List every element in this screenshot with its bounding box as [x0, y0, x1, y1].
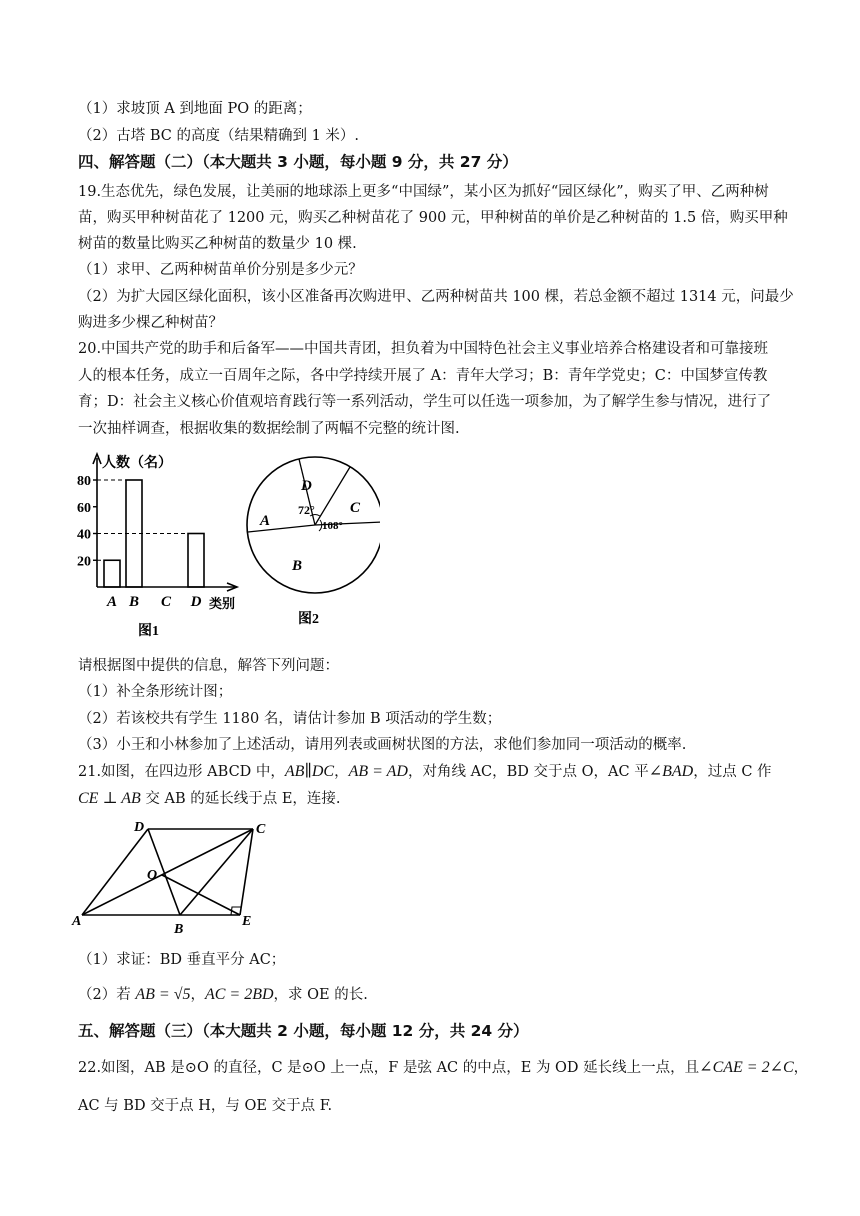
q20-part2: （2）若该校共有学生 1180 名，请估计参加 B 项活动的学生数； — [78, 711, 502, 727]
pie-divider-1 — [315, 467, 350, 525]
y-tick-20: 20 — [77, 554, 91, 570]
x-axis-title: 类别 — [209, 596, 236, 611]
q20-line4: 一次抽样调查，根据收集的数据绘制了两幅不完整的统计图. — [78, 421, 460, 437]
q21-line1: 21.如图，在四边形 ABCD 中，AB∥DC，AB = AD，对角线 AC，BD 交于点 O，AC 平∠BAD，过点 C 作 — [78, 763, 772, 780]
quadrilateral-figure — [70, 815, 270, 935]
q22-line1: 22.如图，AB 是⊙O 的直径，C 是⊙O 上一点，F 是弦 AC 的中点，E 为 OD 延长线上一点，且∠CAE = 2∠C， — [78, 1059, 809, 1076]
y-tick-60: 60 — [77, 500, 91, 516]
pie-angle-C: 108° — [322, 520, 343, 532]
q19-part2-line2: 购进多少棵乙种树苗？ — [78, 315, 223, 331]
point-label-D: D — [134, 820, 145, 835]
bar-chart-figure1 — [70, 450, 245, 640]
q22-line2: AC 与 BD 交于点 H，与 OE 交于点 F. — [78, 1098, 333, 1114]
q19-line2: 苗，购买甲种树苗花了 1200 元，购买乙种树苗花了 900 元，甲种树苗的单价是乙种树苗的 1.5 倍，购买甲种 — [78, 210, 788, 226]
math-ce-perp-ab: CE ⊥ AB — [78, 790, 141, 807]
point-label-B: B — [174, 922, 184, 935]
q18-part1: （1）求坡顶 A 到地面 PO 的距离； — [78, 101, 312, 117]
x-tick-C: C — [160, 594, 172, 610]
point-label-E: E — [242, 914, 252, 929]
math-ab-parallel-dc: AB∥DC — [284, 763, 335, 780]
figure2-caption: 图2 — [298, 612, 319, 627]
figure1-caption: 图1 — [138, 624, 159, 639]
x-tick-B: B — [128, 594, 140, 610]
math-angle-bad: ∠BAD — [648, 763, 694, 780]
q20-instructions: 请根据图中提供的信息，解答下列问题： — [78, 658, 339, 674]
section-4-heading: 四、解答题（二）（本大题共 3 小题，每小题 9 分，共 27 分） — [78, 153, 518, 171]
bar-D — [188, 534, 204, 588]
q18-part2: （2）古塔 BC 的高度（结果精确到 1 米）. — [78, 128, 360, 144]
point-label-O: O — [147, 868, 158, 883]
segment-AD — [82, 829, 148, 915]
q21-line2: CE ⊥ AB 交 AB 的延长线于点 E，连接. — [78, 790, 341, 807]
math-angle-cae: ∠CAE = 2∠C — [699, 1059, 794, 1076]
pie-angle-D: 72° — [298, 503, 315, 517]
bar-A — [104, 560, 120, 587]
y-tick-40: 40 — [77, 527, 91, 543]
point-label-C: C — [256, 822, 266, 837]
pie-chart-figure2 — [240, 450, 380, 640]
pie-label-D: D — [301, 478, 312, 494]
q20-line3: 育；D：社会主义核心价值观培育践行等一系列活动，学生可以任选一项参加，为了解学生参与情况，进行了 — [78, 394, 772, 410]
pie-label-A: A — [260, 513, 271, 529]
math-ab-sqrt5: AB = √5 — [135, 986, 191, 1003]
point-label-A: A — [72, 914, 82, 929]
y-tick-80: 80 — [77, 474, 91, 489]
q21-part1: （1）求证：BD 垂直平分 AC； — [78, 952, 286, 968]
segment-OE — [162, 875, 240, 915]
q20-part1: （1）补全条形统计图； — [78, 684, 233, 700]
segment-AC — [82, 829, 253, 915]
q20-part3: （3）小王和小林参加了上述活动，请用列表或画树状图的方法，求他们参加同一项活动的概率. — [78, 737, 687, 753]
pie-label-C: C — [350, 500, 361, 516]
math-ac-2bd: AC = 2BD — [204, 986, 274, 1003]
q19-line3: 树苗的数量比购买乙种树苗的数量少 10 棵. — [78, 236, 357, 252]
q19-line1: 19.生态优先，绿色发展，让美丽的地球添上更多“中国绿”，某小区为抓好“园区绿化”，购买了甲、乙两种树 — [78, 184, 769, 200]
q19-part1: （1）求甲、乙两种树苗单价分别是多少元？ — [78, 262, 363, 278]
pie-label-B: B — [292, 558, 303, 574]
x-tick-D: D — [190, 594, 202, 610]
q21-part2: （2）若 AB = √5，AC = 2BD，求 OE 的长. — [78, 986, 368, 1003]
math-ab-eq-ad: AB = AD — [348, 763, 408, 780]
q20-line2: 人的根本任务，成立一百周年之际，各中学持续开展了 A：青年大学习；B：青年学党史；C：中国梦宣传教 — [78, 368, 768, 384]
pie-divider-3 — [248, 525, 315, 532]
x-tick-A: A — [106, 594, 118, 610]
y-axis-title: 人数（名） — [102, 456, 172, 471]
q20-line1: 20.中国共产党的助手和后备军——中国共青团，担负着为中国特色社会主义事业培养合格建设者和可靠接班 — [78, 341, 769, 357]
q19-part2-line1: （2）为扩大园区绿化面积，该小区准备再次购进甲、乙两种树苗共 100 棵，若总金额不超过 1314 元，问最少 — [78, 289, 794, 305]
section-5-heading: 五、解答题（三）（本大题共 2 小题，每小题 12 分，共 24 分） — [78, 1022, 529, 1040]
